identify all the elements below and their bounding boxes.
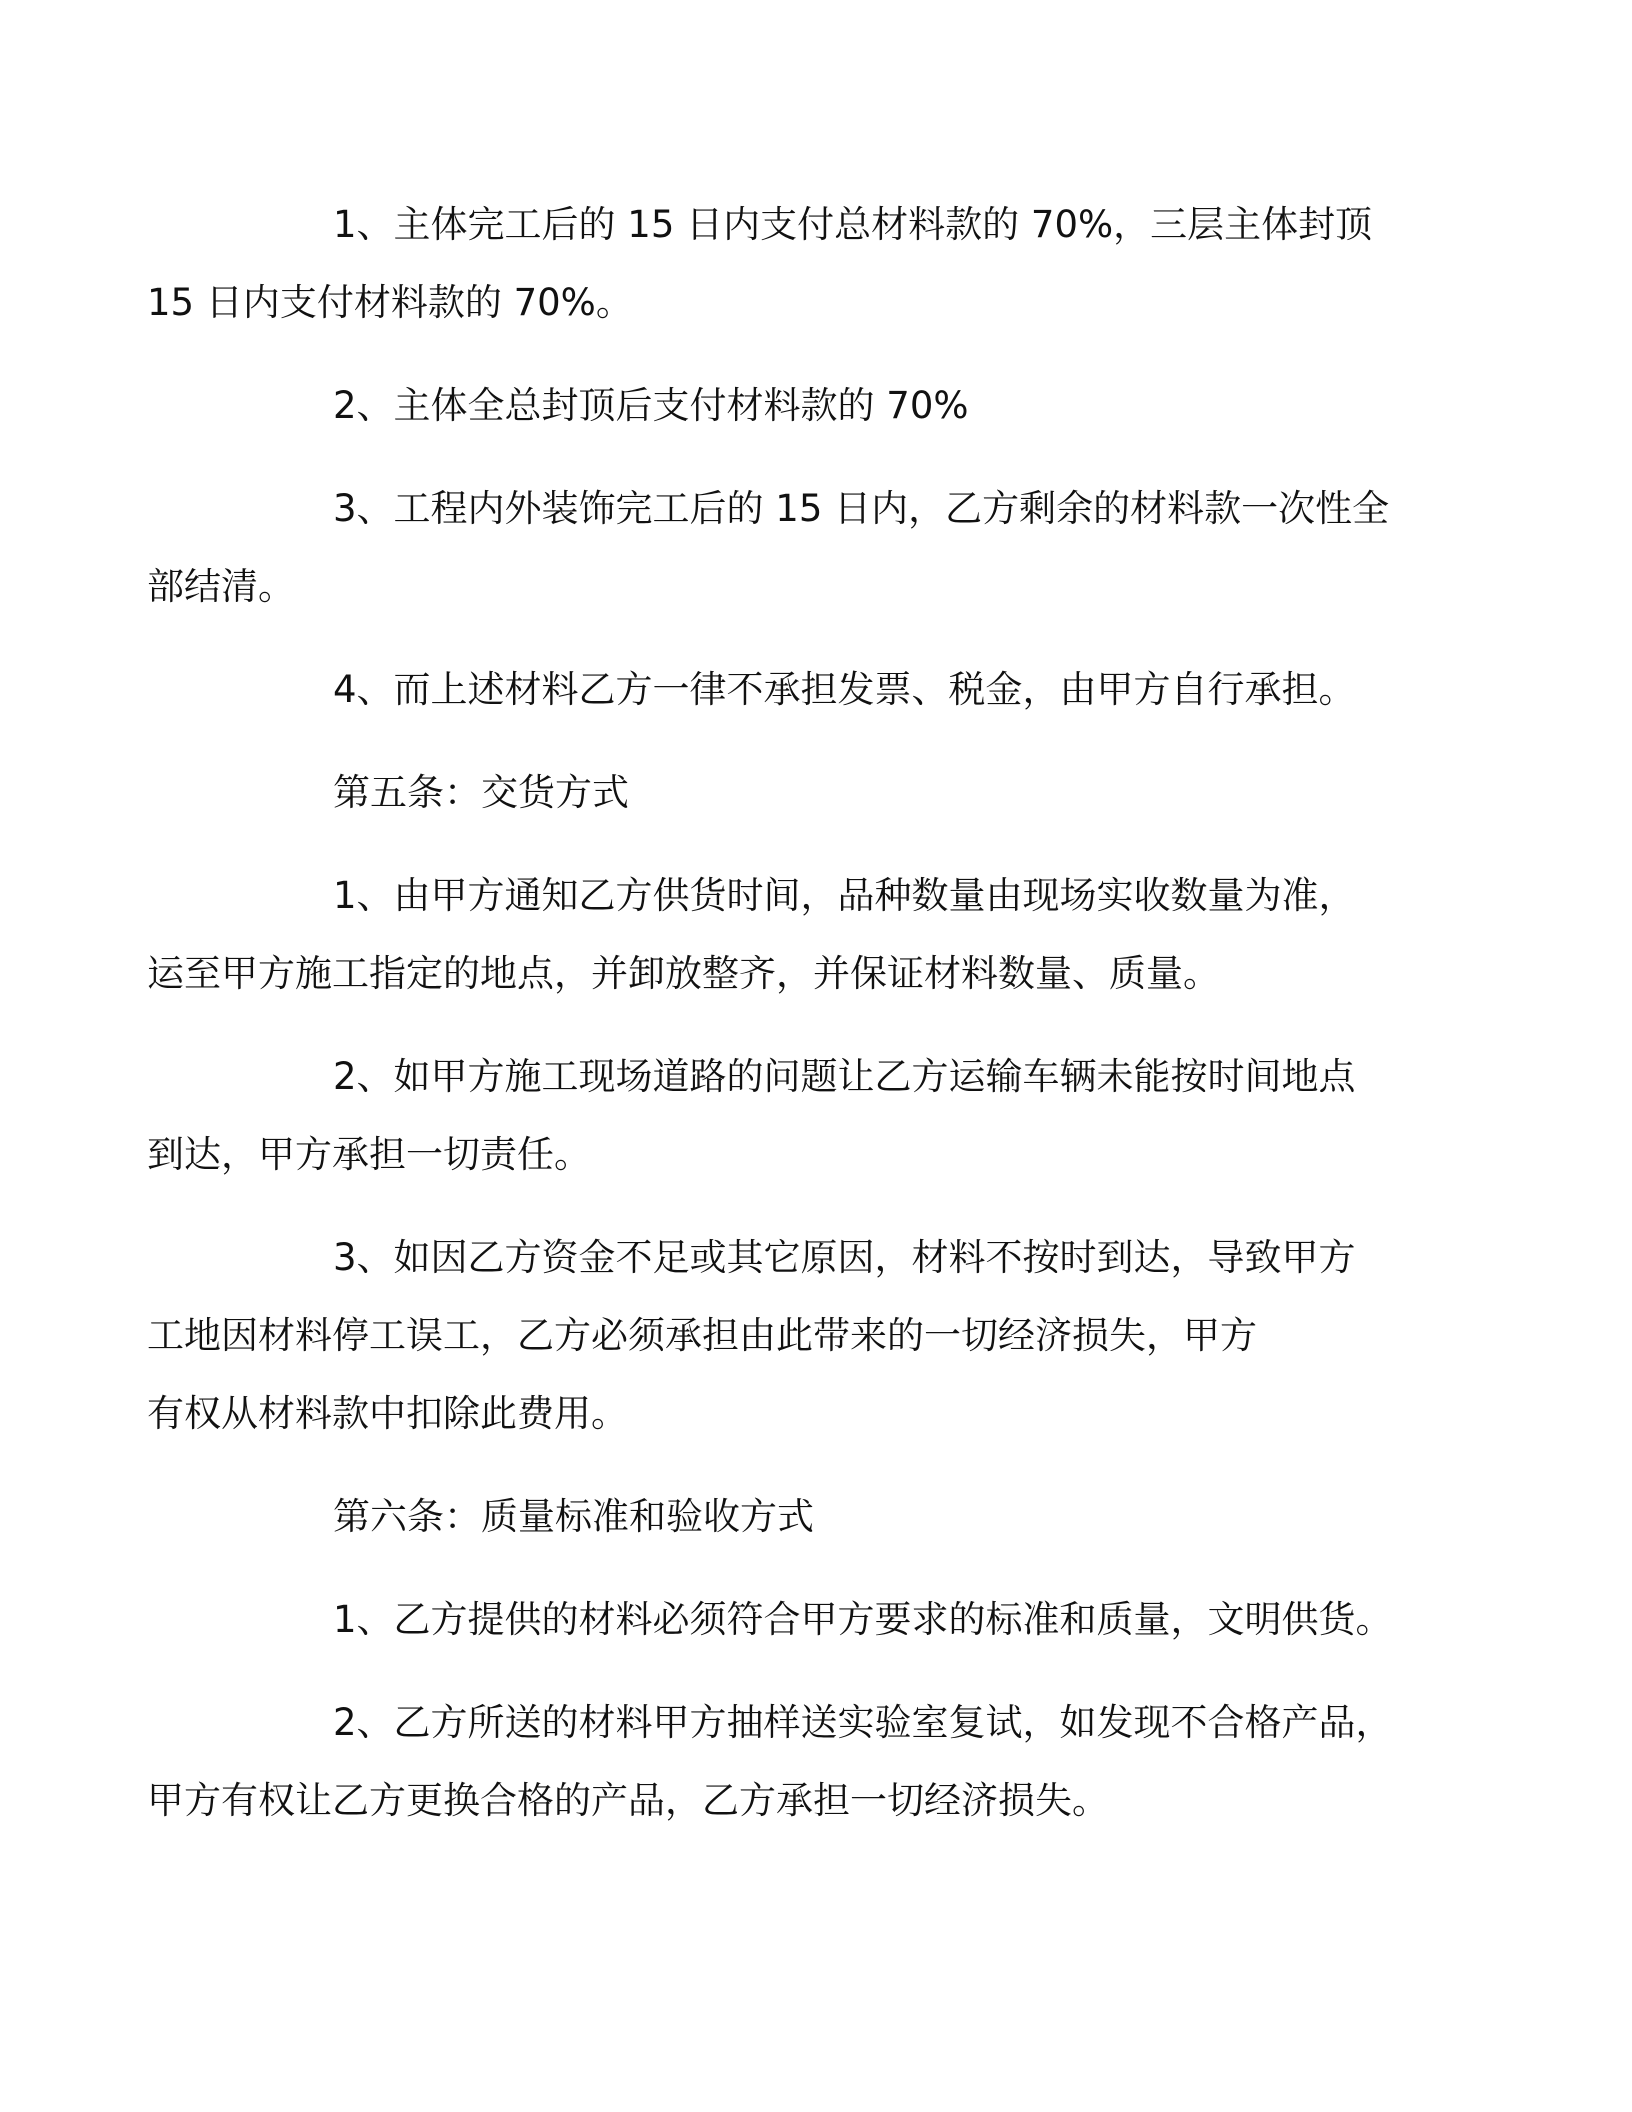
paragraph-delivery-1	[147, 857, 1400, 1013]
paragraph-line: 1、乙方提供的材料必须符合甲方要求的标准和质量，文明供货。	[333, 1598, 1393, 1641]
paragraph-line: 3、如因乙方资金不足或其它原因，材料不按时到达，导致甲方	[333, 1236, 1356, 1279]
paragraph-line: 2、主体全总封顶后支付材料款的 70%	[333, 384, 969, 427]
paragraph-line: 4、而上述材料乙方一律不承担发票、税金，由甲方自行承担。	[333, 668, 1356, 711]
paragraph-line: 15 日内支付材料款的 70%。	[147, 281, 633, 324]
paragraph-line: 部结清。	[147, 565, 295, 608]
paragraph-line: 1、主体完工后的 15 日内支付总材料款的 70%，三层主体封顶	[333, 203, 1373, 246]
paragraph-line: 2、乙方所送的材料甲方抽样送实验室复试，如发现不合格产品，	[333, 1701, 1393, 1744]
paragraph-payment-4	[240, 651, 1400, 729]
paragraph-delivery-3	[147, 1219, 1400, 1453]
paragraph-line: 2、如甲方施工现场道路的问题让乙方运输车辆未能按时间地点	[333, 1055, 1356, 1098]
paragraph-line: 1、由甲方通知乙方供货时间，品种数量由现场实收数量为准，	[333, 874, 1356, 917]
paragraph-line: 有权从材料款中扣除此费用。	[147, 1392, 628, 1435]
section-heading-article-6	[240, 1478, 1400, 1556]
paragraph-line: 运至甲方施工指定的地点，并卸放整齐，并保证材料数量、质量。	[147, 952, 1220, 995]
paragraph-line: 3、工程内外装饰完工后的 15 日内，乙方剩余的材料款一次性全	[333, 487, 1390, 530]
paragraph-payment-1	[147, 186, 1400, 342]
section-heading-text: 第六条：质量标准和验收方式	[333, 1495, 814, 1538]
paragraph-quality-1	[240, 1581, 1400, 1659]
paragraph-payment-2	[240, 367, 1400, 445]
document-body	[147, 186, 1400, 1865]
paragraph-quality-2	[147, 1684, 1400, 1840]
section-heading-text: 第五条：交货方式	[333, 771, 629, 814]
paragraph-line: 工地因材料停工误工，乙方必须承担由此带来的一切经济损失，甲方	[147, 1314, 1257, 1357]
paragraph-line: 甲方有权让乙方更换合格的产品，乙方承担一切经济损失。	[147, 1779, 1109, 1822]
paragraph-line: 到达，甲方承担一切责任。	[147, 1133, 591, 1176]
section-heading-article-5	[240, 754, 1400, 832]
paragraph-delivery-2	[147, 1038, 1400, 1194]
paragraph-payment-3	[147, 470, 1400, 626]
